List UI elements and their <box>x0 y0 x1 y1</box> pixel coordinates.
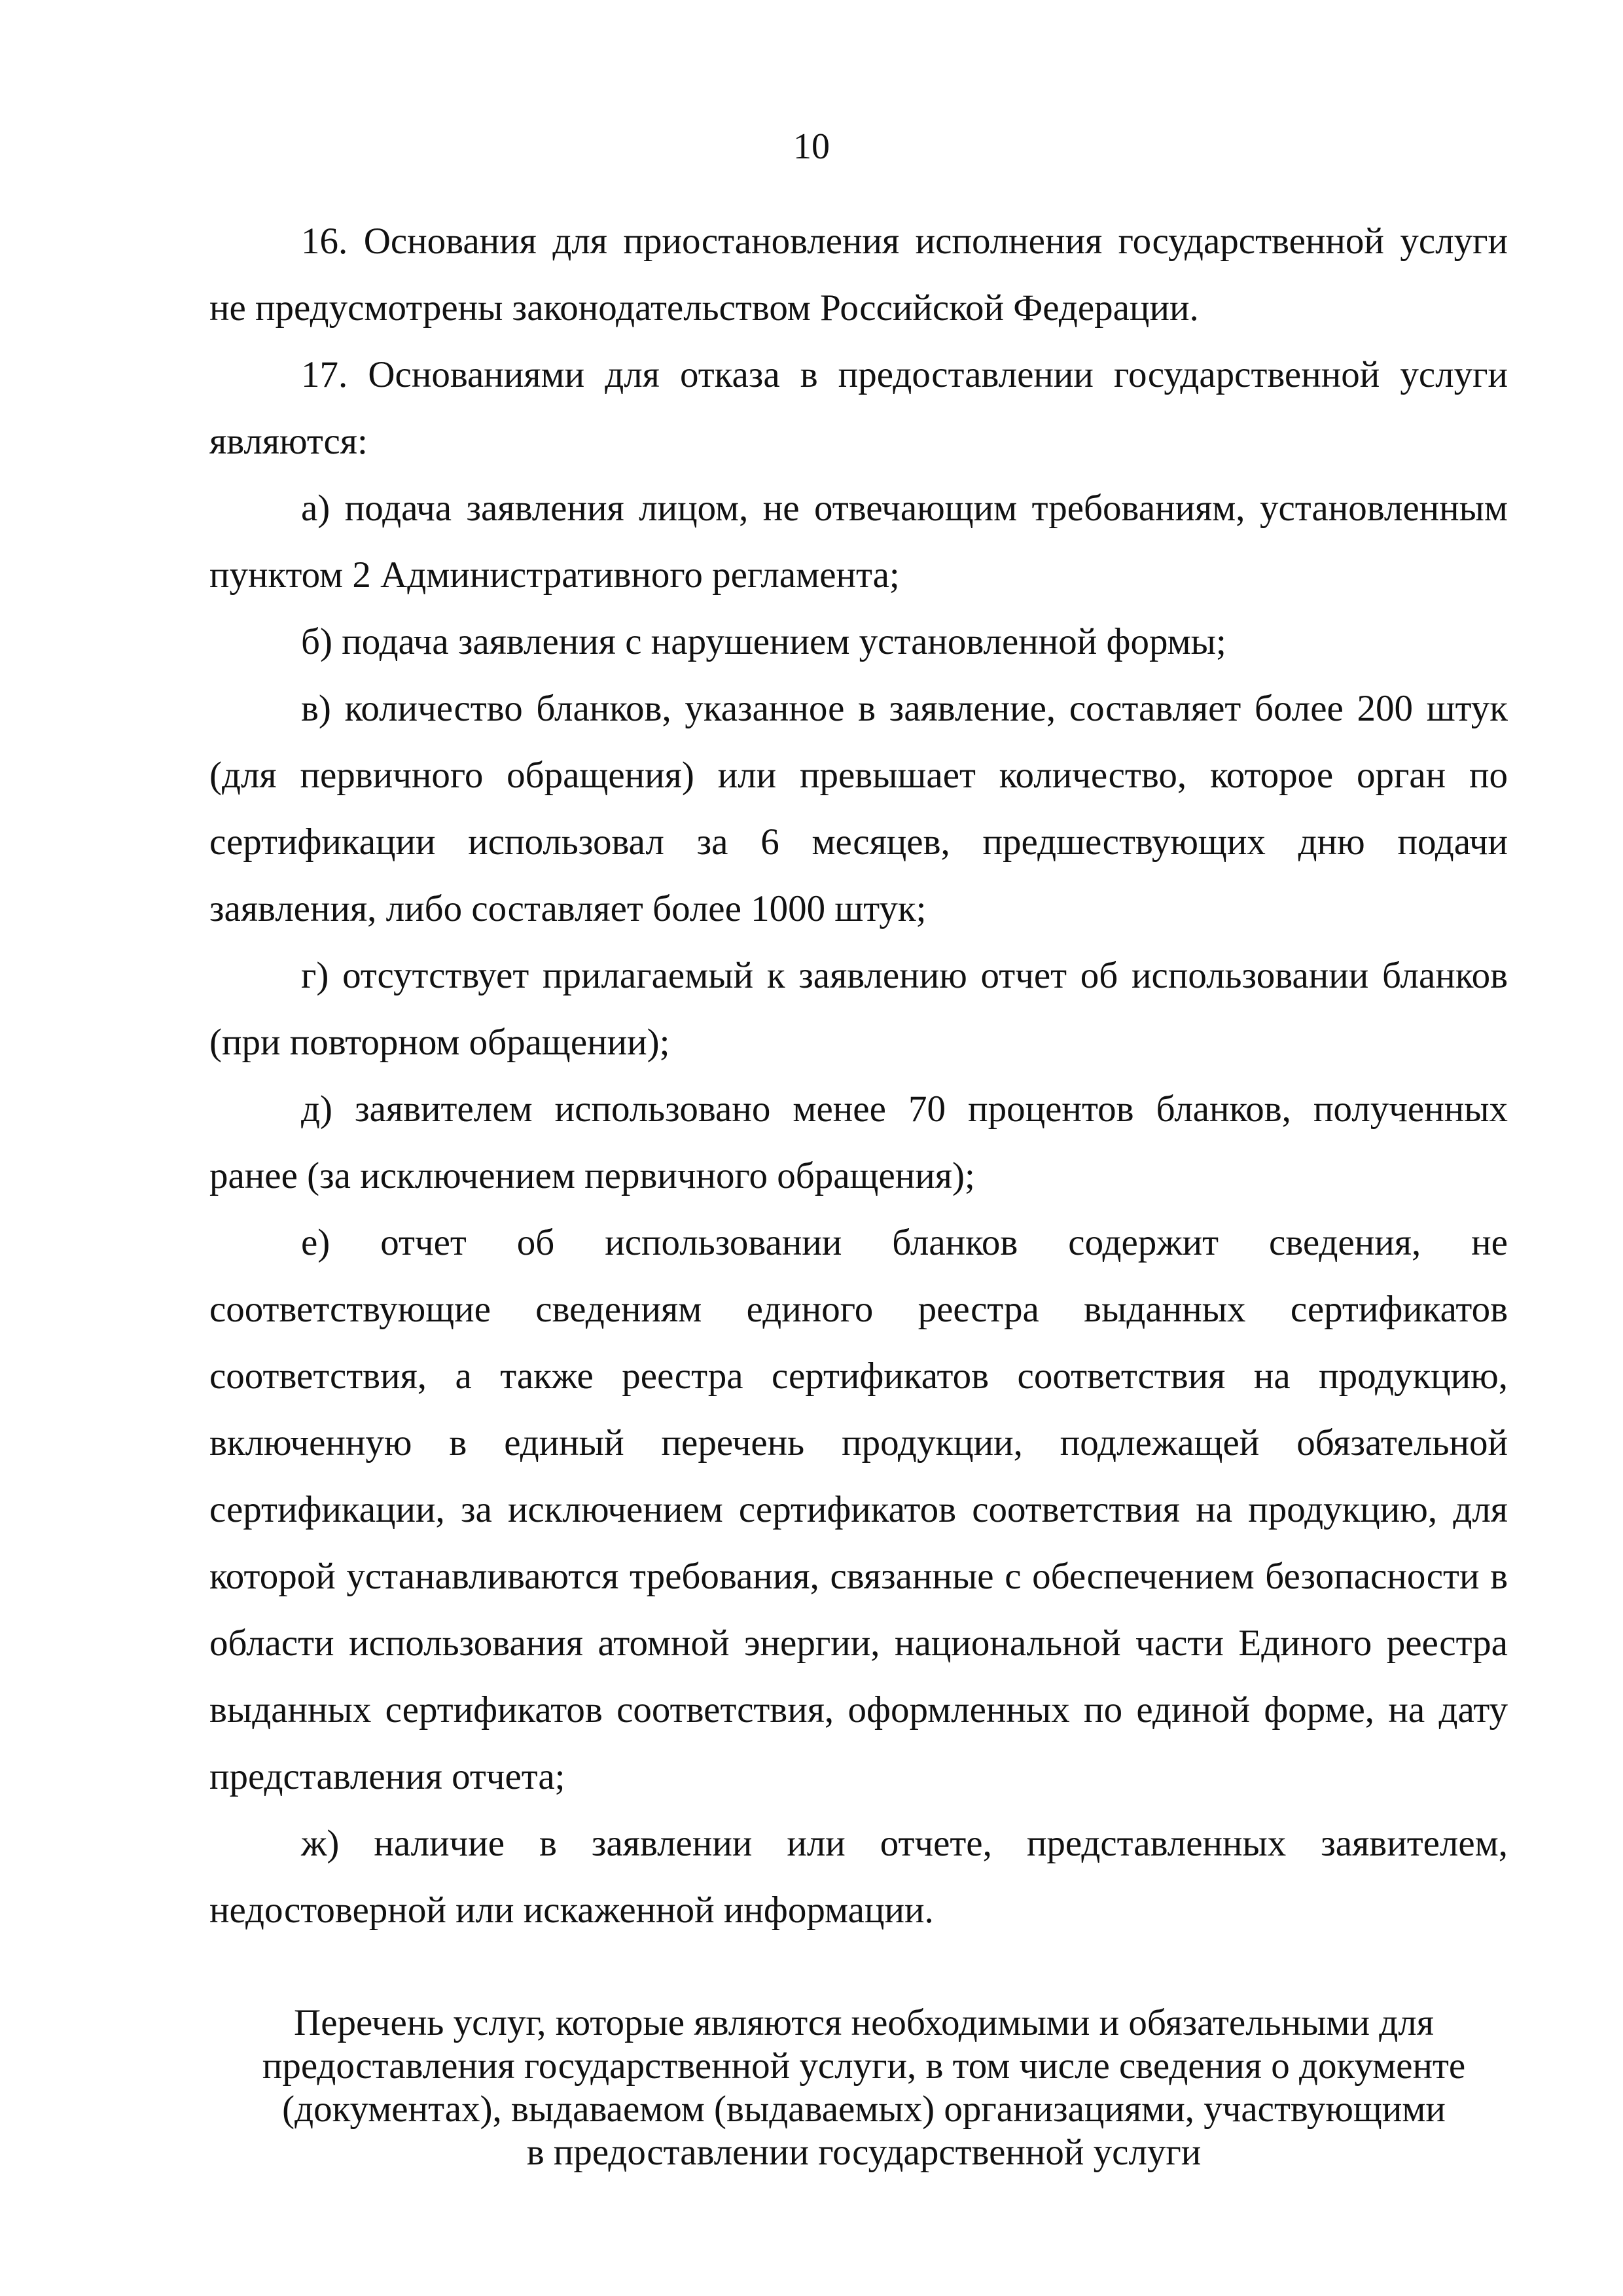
list-item-a: а) подача заявления лицом, не отвечающим требованиям, установленным пунктом 2 Административного регламента; <box>209 488 1508 596</box>
page-number: 10 <box>793 126 830 167</box>
list-item-e: е) отчет об использовании бланков содержит сведения, не соответствующие сведениям единого реестра выданных сертификатов соответствия, а также реестра сертификатов соответствия на продукцию, включенную в единый перечень продукции, подлежащей обязательной сертификации, за исключением сертификатов соответствия на продукцию, для которой устанавливаются требования, связанные с обеспечением безопасности в области использования атомной энергии, национальной части Единого реестра выданных сертификатов соответствия, оформленных по единой форме, на дату представления отчета; <box>209 1222 1508 1797</box>
list-item-v: в) количество бланков, указанное в заявление, составляет более 200 штук (для первичного обращения) или превышает количество, которое орган по сертификации использовал за 6 месяцев, предшествующих дню подачи заявления, либо составляет более 1000 штук; <box>209 688 1508 929</box>
section-heading <box>196 2001 1531 2174</box>
document-body <box>209 208 1508 1944</box>
section-heading-line: в предоставлении государственной услуги <box>526 2132 1202 2173</box>
list-item-zh: ж) наличие в заявлении или отчете, представленных заявителем, недостоверной или искаженной информации. <box>209 1823 1508 1931</box>
section-heading-line: Перечень услуг, которые являются необходимыми и обязательными для <box>294 2002 1434 2043</box>
section-heading-line: (документах), выдаваемом (выдаваемых) организациями, участвующими <box>282 2089 1446 2130</box>
list-item-g: г) отсутствует прилагаемый к заявлению отчет об использовании бланков (при повторном обращении); <box>209 955 1508 1063</box>
paragraph-17: 17. Основаниями для отказа в предоставлении государственной услуги являются: <box>209 354 1508 462</box>
paragraph-16: 16. Основания для приостановления исполнения государственной услуги не предусмотрены законодательством Российской Федерации. <box>209 221 1508 329</box>
section-heading-line: предоставления государственной услуги, в том числе сведения о документе <box>262 2045 1466 2087</box>
list-item-b: б) подача заявления с нарушением установленной формы; <box>301 621 1226 662</box>
list-item-d: д) заявителем использовано менее 70 процентов бланков, полученных ранее (за исключением первичного обращения); <box>209 1088 1508 1196</box>
